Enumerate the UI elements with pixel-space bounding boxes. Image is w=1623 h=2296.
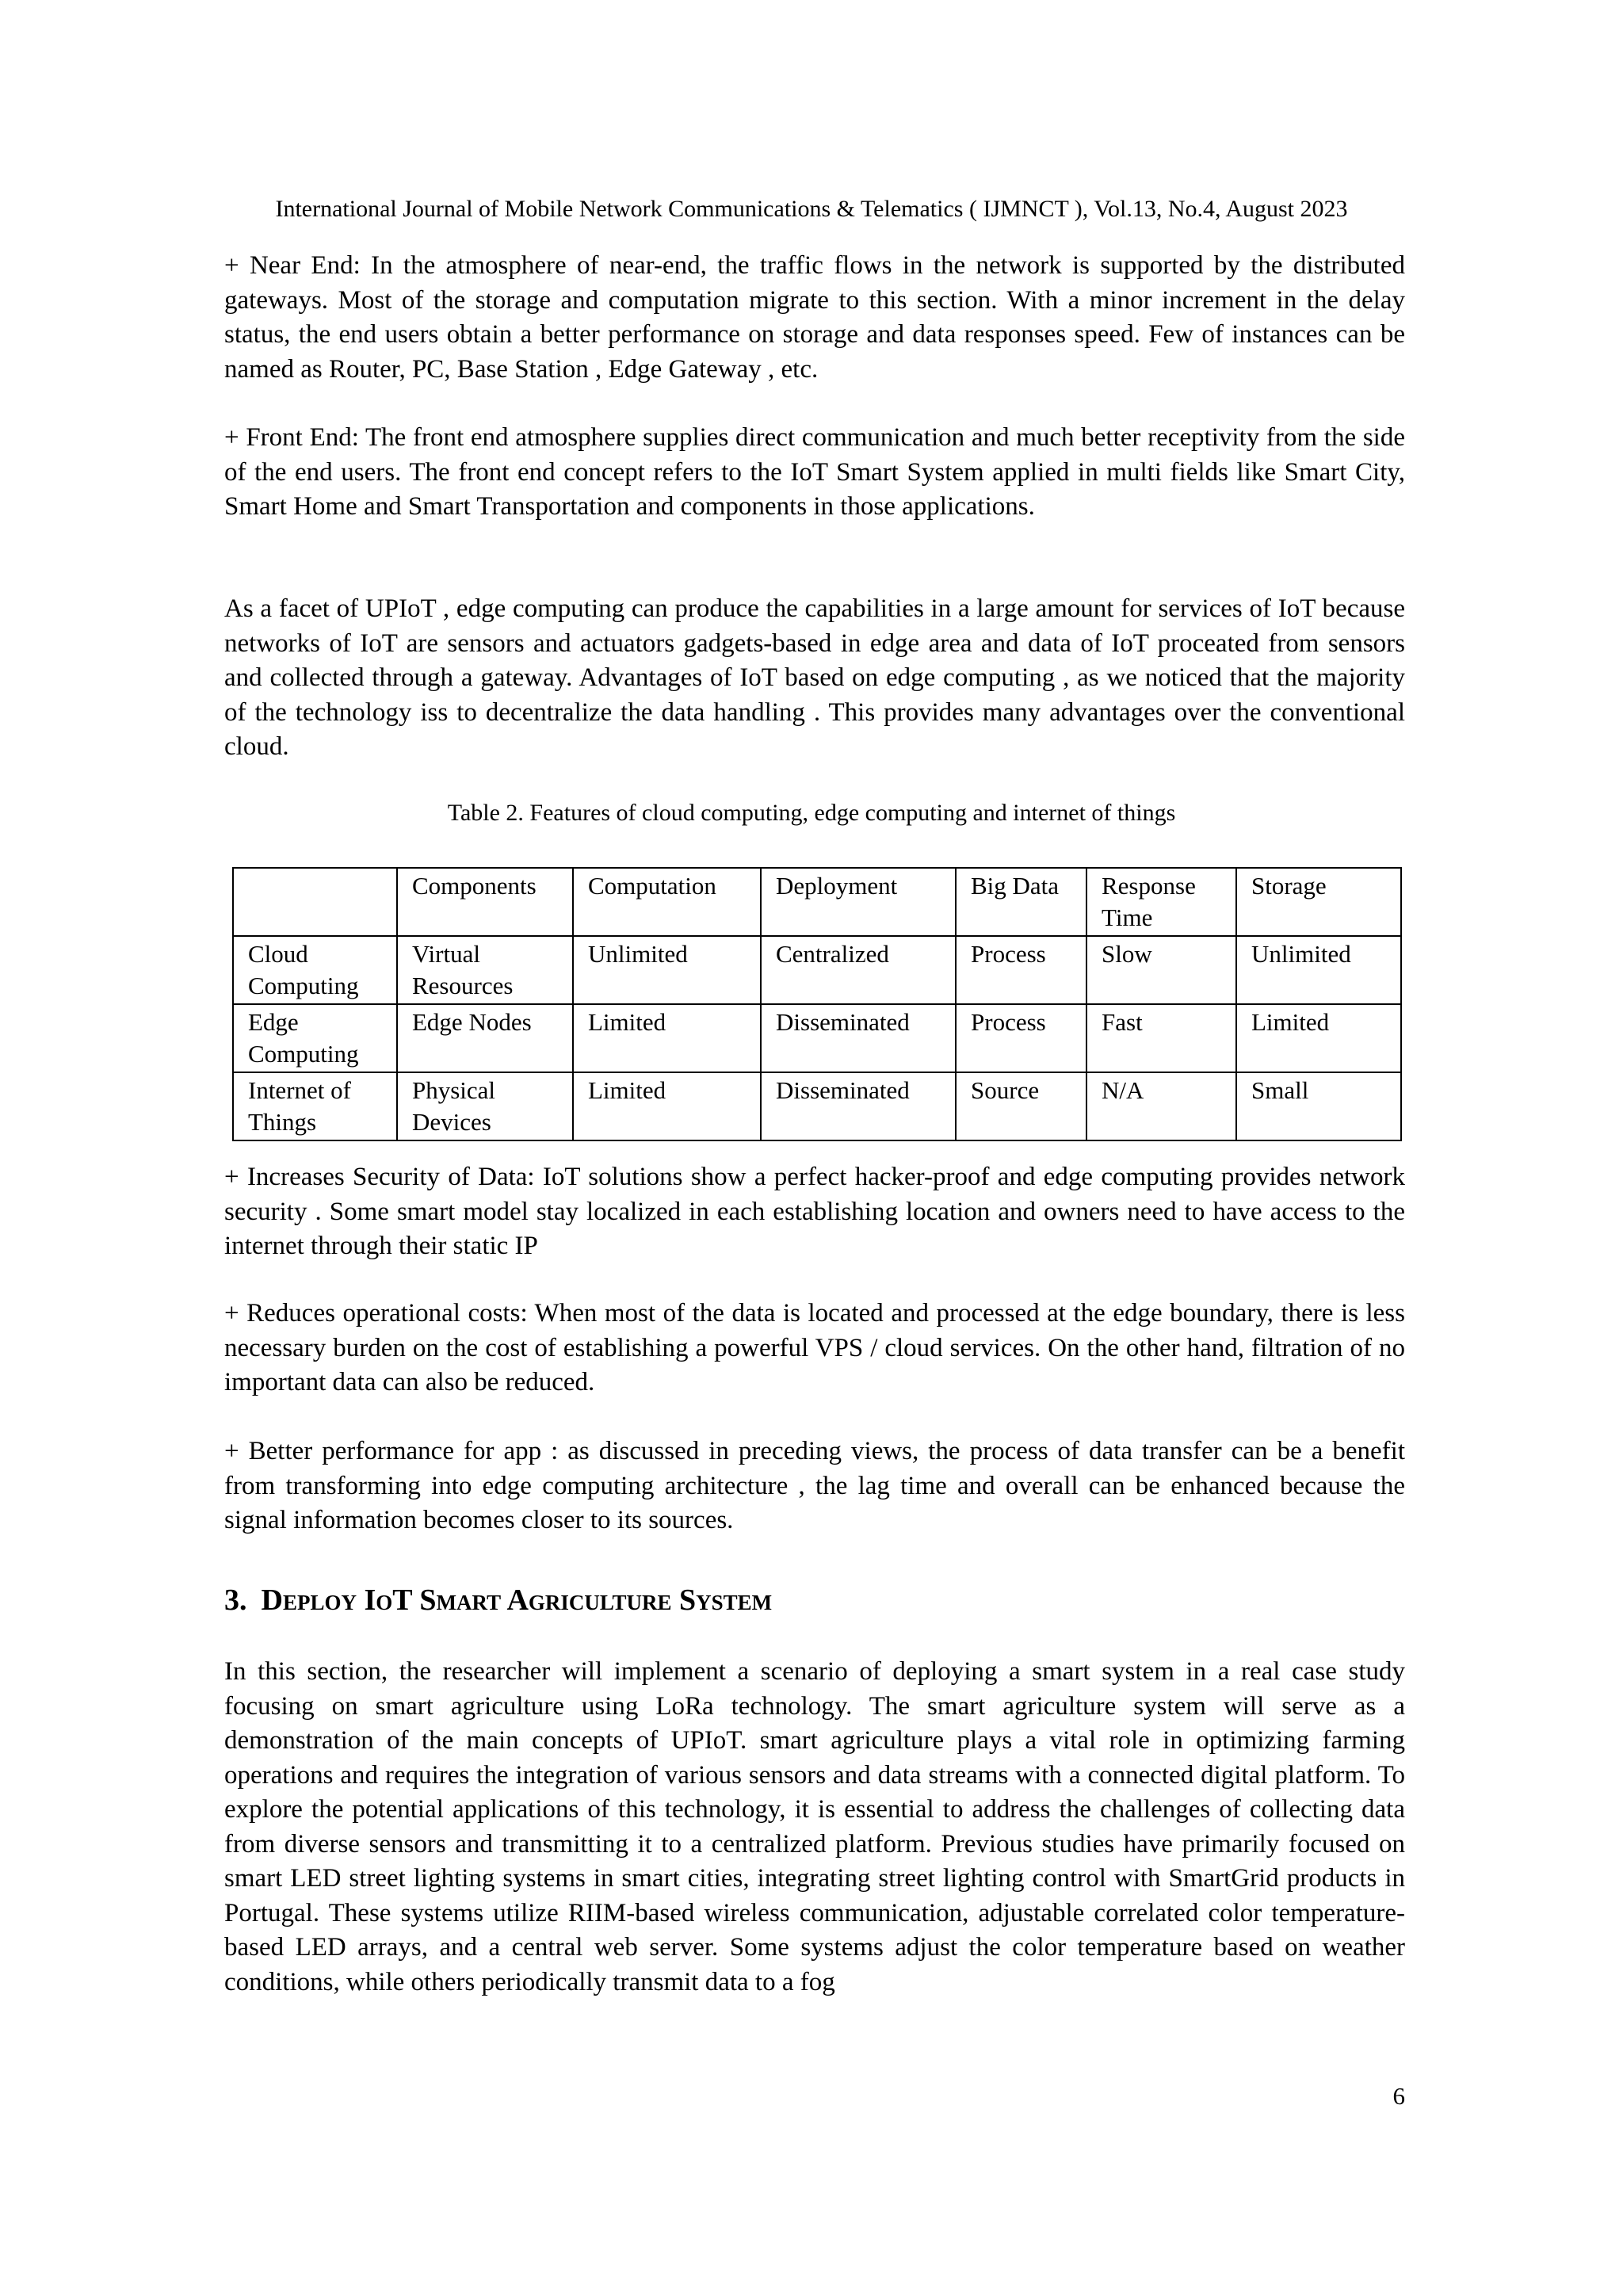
table-header-row [233, 868, 1401, 936]
table-header-cell: Deployment [761, 868, 956, 936]
table-cell: Source [956, 1072, 1086, 1140]
table-cell: Process [956, 936, 1086, 1004]
paragraph-costs: + Reduces operational costs: When most of the data is located and processed at the edge boundary, there is less necessary burden on the cost of establishing a powerful VPS / cloud services. On the other hand, filtration of no important data can also be reduced. [224, 1299, 1405, 1396]
table-cell: Limited [573, 1072, 761, 1140]
paragraph-security: + Increases Security of Data: IoT solutions show a perfect hacker-proof and edge computing provides network security . Some smart model stay localized in each establishing location and owners need to have access to the internet through their static IP [224, 1163, 1405, 1260]
table-cell: Cloud Computing [233, 936, 397, 1004]
table-cell: Fast [1086, 1004, 1236, 1072]
table-cell: Edge Nodes [397, 1004, 573, 1072]
table-cell: Unlimited [573, 936, 761, 1004]
table-header-cell: Big Data [956, 868, 1086, 936]
paragraph-section-intro: In this section, the researcher will implement a scenario of deploying a smart system in a real case study focusing on smart agriculture using LoRa technology. The smart agriculture system will serve as a demonstration of the main concepts of UPIoT. smart agriculture plays a vital role in optimizing farming operations and requires the integration of various sensors and data streams with a connected digital platform. To explore the potential applications of this technology, it is essential to address the challenges of collecting data from diverse sensors and transmitting it to a centralized platform. Previous studies have primarily focused on smart LED street lighting systems in smart cities, integrating street lighting control with SmartGrid products in Portugal. These systems utilize RIIM-based wireless communication, adjustable correlated color temperature-based LED arrays, and a central web server. Some systems adjust the color temperature based on weather conditions, while others periodically transmit data to a fog [224, 1657, 1405, 1996]
table-cell: Limited [1236, 1004, 1401, 1072]
table-header-cell: Computation [573, 868, 761, 936]
paragraph-front-end: + Front End: The front end atmosphere supplies direct communication and much better receptivity from the side of the end users. The front end concept refers to the IoT Smart System applied in multi fields like Smart City, Smart Home and Smart Transportation and components in those applications. [224, 423, 1405, 521]
table-cell: Virtual Resources [397, 936, 573, 1004]
features-table [232, 867, 1402, 1141]
section-heading [224, 1581, 1405, 1619]
page-number: 6 [1392, 2082, 1405, 2110]
table-cell: Internet of Things [233, 1072, 397, 1140]
section-number: 3. [224, 1584, 247, 1617]
table-cell: Physical Devices [397, 1072, 573, 1140]
table-caption: Table 2. Features of cloud computing, edge computing and internet of things [447, 800, 1176, 826]
table-row [233, 1072, 1401, 1140]
section-title: Deploy IoT Smart Agriculture System [261, 1584, 773, 1617]
table-cell: Limited [573, 1004, 761, 1072]
table-cell: Centralized [761, 936, 956, 1004]
paragraph-performance: + Better performance for app : as discussed in preceding views, the process of data transfer can be a benefit from transforming into edge computing architecture , the lag time and overall can be enhanced because the signal information becomes closer to its sources. [224, 1437, 1405, 1534]
table-cell: Disseminated [761, 1072, 956, 1140]
table-header-cell: Response Time [1086, 868, 1236, 936]
table-row [233, 936, 1401, 1004]
table-cell: Disseminated [761, 1004, 956, 1072]
journal-header: International Journal of Mobile Network Communications & Telematics ( IJMNCT ), Vol.13, No.4, August 2023 [275, 196, 1348, 222]
table-cell: Small [1236, 1072, 1401, 1140]
table-cell: Unlimited [1236, 936, 1401, 1004]
table-cell: Slow [1086, 936, 1236, 1004]
table-header-cell [233, 868, 397, 936]
table-header-cell: Storage [1236, 868, 1401, 936]
paragraph-near-end: + Near End: In the atmosphere of near-end, the traffic flows in the network is supported by the distributed gateways. Most of the storage and computation migrate to this section. With a minor increment in the delay status, the end users obtain a better performance on storage and data responses speed. Few of instances can be named as Router, PC, Base Station , Edge Gateway , etc. [224, 251, 1405, 384]
table-row [233, 1004, 1401, 1072]
table-header-cell: Components [397, 868, 573, 936]
paragraph-upiot-edge: As a facet of UPIoT , edge computing can produce the capabilities in a large amount for services of IoT because networks of IoT are sensors and actuators gadgets-based in edge area and data of IoT proceated from sensors and collected through a gateway. Advantages of IoT based on edge computing , as we noticed that the majority of the technology iss to decentralize the data handling . This provides many advantages over the conventional cloud. [224, 594, 1405, 761]
table-cell: Process [956, 1004, 1086, 1072]
table-cell: N/A [1086, 1072, 1236, 1140]
table-cell: Edge Computing [233, 1004, 397, 1072]
